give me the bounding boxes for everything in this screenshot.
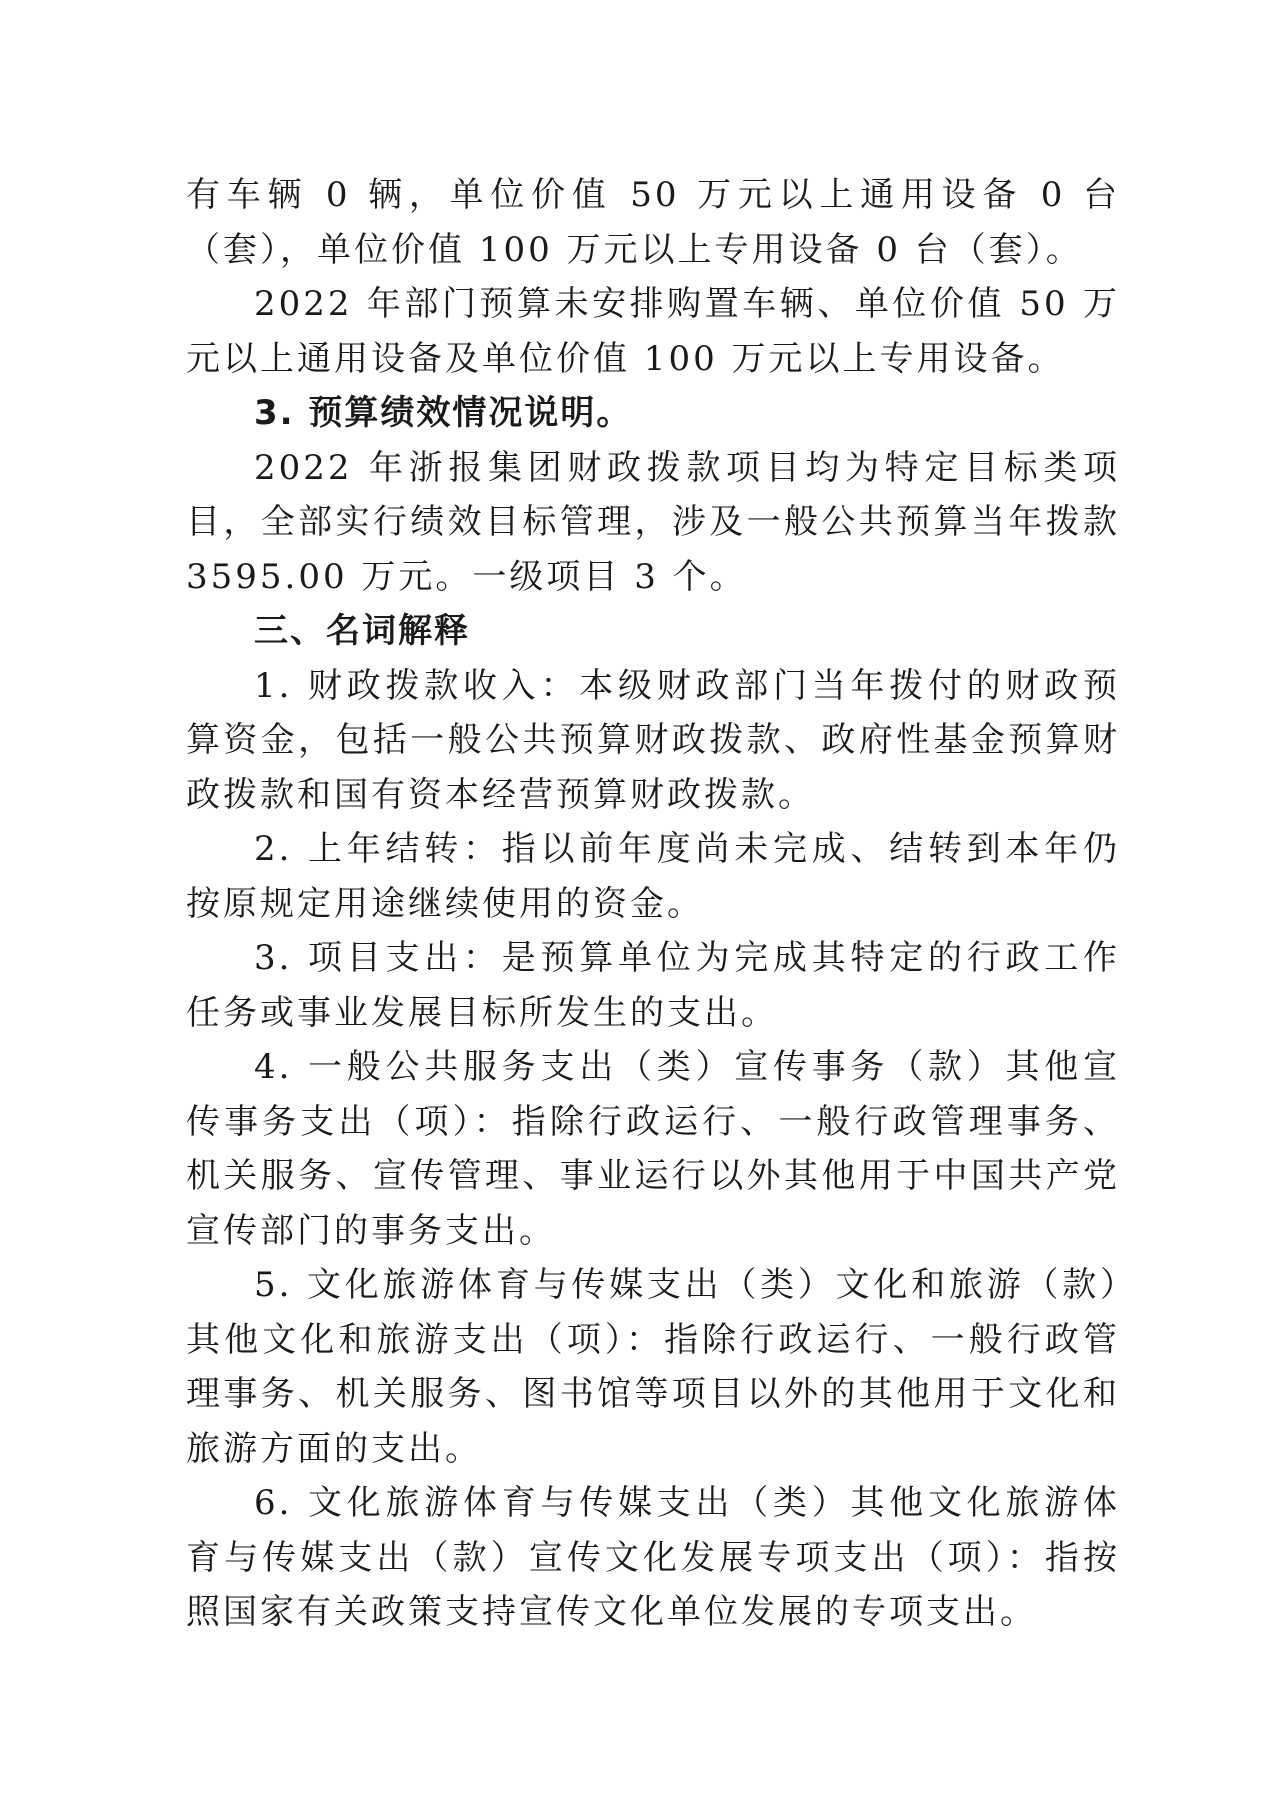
heading-glossary: 三、名词解释 [254,611,470,651]
glossary-item-2: 2. 上年结转：指以前年度尚未完成、结转到本年仍按原规定用途继续使用的资金。 [186,829,1120,924]
glossary-item-3: 3. 项目支出：是预算单位为完成其特定的行政工作任务或事业发展目标所发生的支出。 [186,938,1120,1033]
paragraph-vehicles-equipment: 有车辆 0 辆，单位价值 50 万元以上通用设备 0 台（套），单位价值 100 万元以上专用设备 0 台（套）。 [186,175,1120,270]
glossary-item-1: 1. 财政拨款收入：本级财政部门当年拨付的财政预算资金，包括一般公共预算财政拨款、政府性基金预算财政拨款和国有资本经营预算财政拨款。 [186,665,1120,815]
paragraph-2022-purchase: 2022 年部门预算未安排购置车辆、单位价值 50 万元以上通用设备及单位价值 100 万元以上专用设备。 [186,284,1120,379]
glossary-item-6: 6. 文化旅游体育与传媒支出（类）其他文化旅游体育与传媒支出（款）宣传文化发展专项支出（项）：指按照国家有关政策支持宣传文化单位发展的专项支出。 [186,1483,1120,1632]
glossary-item-5: 5. 文化旅游体育与传媒支出（类）文化和旅游（款）其他文化和旅游支出（项）：指除行政运行、一般行政管理事务、机关服务、图书馆等项目以外的其他用于文化和旅游方面的支出。 [186,1265,1120,1469]
heading-performance: 3. 预算绩效情况说明。 [254,393,633,433]
paragraph-performance: 2022 年浙报集团财政拨款项目均为特定目标类项目，全部实行绩效目标管理，涉及一般公共预算当年拨款 3595.00 万元。一级项目 3 个。 [186,447,1120,597]
glossary-item-4: 4. 一般公共服务支出（类）宣传事务（款）其他宣传事务支出（项）：指除行政运行、一般行政管理事务、机关服务、宣传管理、事业运行以外其他用于中国共产党宣传部门的事务支出。 [186,1047,1120,1251]
